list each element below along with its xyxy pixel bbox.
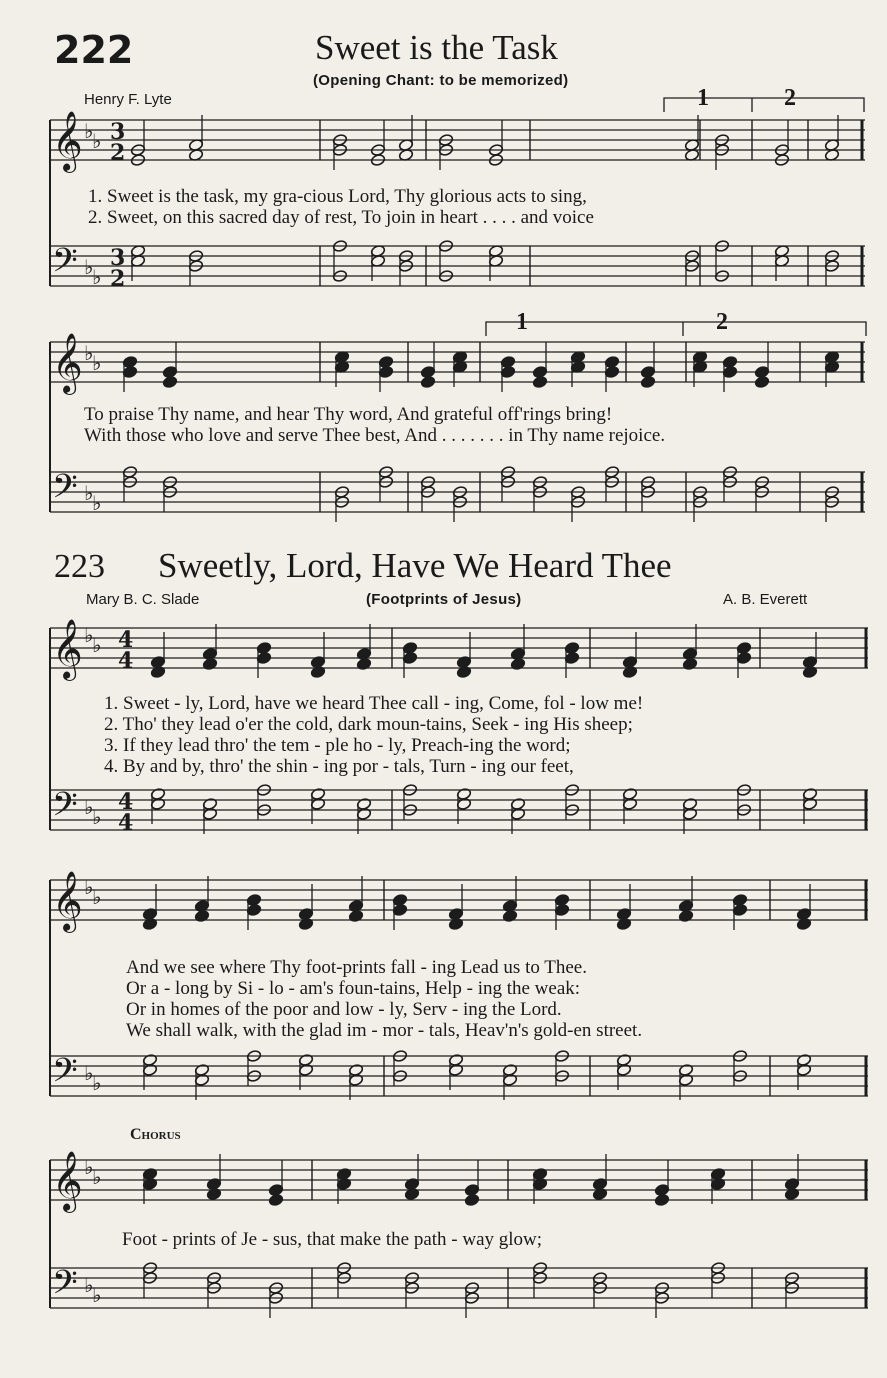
note-head <box>754 375 769 388</box>
bass-clef: 𝄢 <box>52 242 78 288</box>
time-signature: 4 <box>118 810 134 836</box>
bass-clef: 𝄢 <box>52 786 78 832</box>
flat-sign: ♭ <box>84 1273 94 1297</box>
flat-sign: ♭ <box>84 1155 94 1179</box>
treble-clef: 𝄞 <box>52 871 83 931</box>
flat-sign: ♭ <box>84 481 94 505</box>
note-head <box>162 375 177 388</box>
hymn-223-verse-4-cont: We shall walk, with the glad im - mor - tals, Heav'n's gold-en street. <box>126 1020 643 1041</box>
chorus-label: Chorus <box>130 1126 181 1143</box>
note-head <box>464 1193 479 1206</box>
hymn-222-verse-1-line-1: 1. Sweet is the task, my gra-cious Lord, Thy glorious acts to sing, <box>88 186 587 207</box>
note-head <box>532 375 547 388</box>
flat-sign: ♭ <box>84 341 94 365</box>
ending-1-label-system2: 1 <box>516 309 528 335</box>
hymn-222-title: Sweet is the Task <box>315 28 558 67</box>
hymn-223-verse-4: 4. By and by, thro' the shin - ing por - tals, Turn - ing our feet, <box>104 756 574 777</box>
time-signature: 4 <box>118 648 134 674</box>
flat-sign: ♭ <box>92 351 102 375</box>
hymn-223-verse-1-cont: And we see where Thy foot-prints fall - ing Lead us to Thee. <box>126 957 587 978</box>
time-signature: 3 <box>110 245 126 271</box>
time-signature: 4 <box>118 789 134 815</box>
flat-sign: ♭ <box>84 255 94 279</box>
hymn-223-verse-2-cont: Or a - long by Si - lo - am's foun-tains, Help - ing the weak: <box>126 978 581 999</box>
hymn-223-composer: A. B. Everett <box>723 591 808 608</box>
ending-bracket <box>664 98 864 112</box>
note-head <box>268 1193 283 1206</box>
hymn-223-verse-3: 3. If they lead thro' the tem - ple ho - ly, Preach-ing the word; <box>104 735 571 756</box>
flat-sign: ♭ <box>92 1283 102 1307</box>
flat-sign: ♭ <box>92 1165 102 1189</box>
ending-1-label: 1 <box>697 85 709 111</box>
bass-clef: 𝄢 <box>52 1264 78 1310</box>
flat-sign: ♭ <box>84 119 94 143</box>
hymn-222-author: Henry F. Lyte <box>84 91 172 108</box>
flat-sign: ♭ <box>92 633 102 657</box>
hymn-222-verse-1-line-2: To praise Thy name, and hear Thy word, And grateful off'rings bring! <box>84 404 613 425</box>
hymn-223-subtitle: (Footprints of Jesus) <box>366 591 522 608</box>
hymn-223-number: 223 <box>54 548 105 585</box>
flat-sign: ♭ <box>84 623 94 647</box>
ending-bracket <box>486 322 866 336</box>
note-head <box>640 375 655 388</box>
hymn-223-title: Sweetly, Lord, Have We Heard Thee <box>158 546 672 585</box>
flat-sign: ♭ <box>92 129 102 153</box>
bass-clef: 𝄢 <box>52 1052 78 1098</box>
hymn-223-verse-2: 2. Tho' they lead o'er the cold, dark moun-tains, Seek - ing His sheep; <box>104 714 633 735</box>
hymn-223-verse-1: 1. Sweet - ly, Lord, have we heard Thee call - ing, Come, fol - low me! <box>104 693 644 714</box>
hymn-222-subtitle: (Opening Chant: to be memorized) <box>313 72 569 89</box>
note-head <box>654 1193 669 1206</box>
flat-sign: ♭ <box>92 491 102 515</box>
flat-sign: ♭ <box>84 795 94 819</box>
flat-sign: ♭ <box>84 1061 94 1085</box>
flat-sign: ♭ <box>92 885 102 909</box>
hymn-222-verse-2-line-1: 2. Sweet, on this sacred day of rest, To join in heart . . . . and voice <box>88 207 594 228</box>
treble-clef: 𝄞 <box>52 1151 83 1211</box>
flat-sign: ♭ <box>84 875 94 899</box>
time-signature: 2 <box>110 266 126 292</box>
treble-clef: 𝄞 <box>52 333 83 393</box>
note-head <box>420 375 435 388</box>
hymn-223-verse-3-cont: Or in homes of the poor and low - ly, Serv - ing the Lord. <box>126 999 562 1020</box>
bass-clef: 𝄢 <box>52 468 78 514</box>
time-signature: 2 <box>110 140 126 166</box>
time-signature: 3 <box>110 119 126 145</box>
ending-2-label-system2: 2 <box>716 309 728 335</box>
hymn-222-number: 222 <box>54 28 134 72</box>
flat-sign: ♭ <box>92 1071 102 1095</box>
hymn-223-author: Mary B. C. Slade <box>86 591 200 608</box>
hymn-222-verse-2-line-2: With those who love and serve Thee best, And . . . . . . . in Thy name rejoice. <box>84 425 666 446</box>
treble-clef: 𝄞 <box>52 111 83 171</box>
flat-sign: ♭ <box>92 805 102 829</box>
time-signature: 4 <box>118 627 134 653</box>
flat-sign: ♭ <box>92 265 102 289</box>
chorus-lyric: Foot - prints of Je - sus, that make the path - way glow; <box>122 1229 543 1250</box>
treble-clef: 𝄞 <box>52 619 83 679</box>
ending-2-label: 2 <box>784 85 796 111</box>
